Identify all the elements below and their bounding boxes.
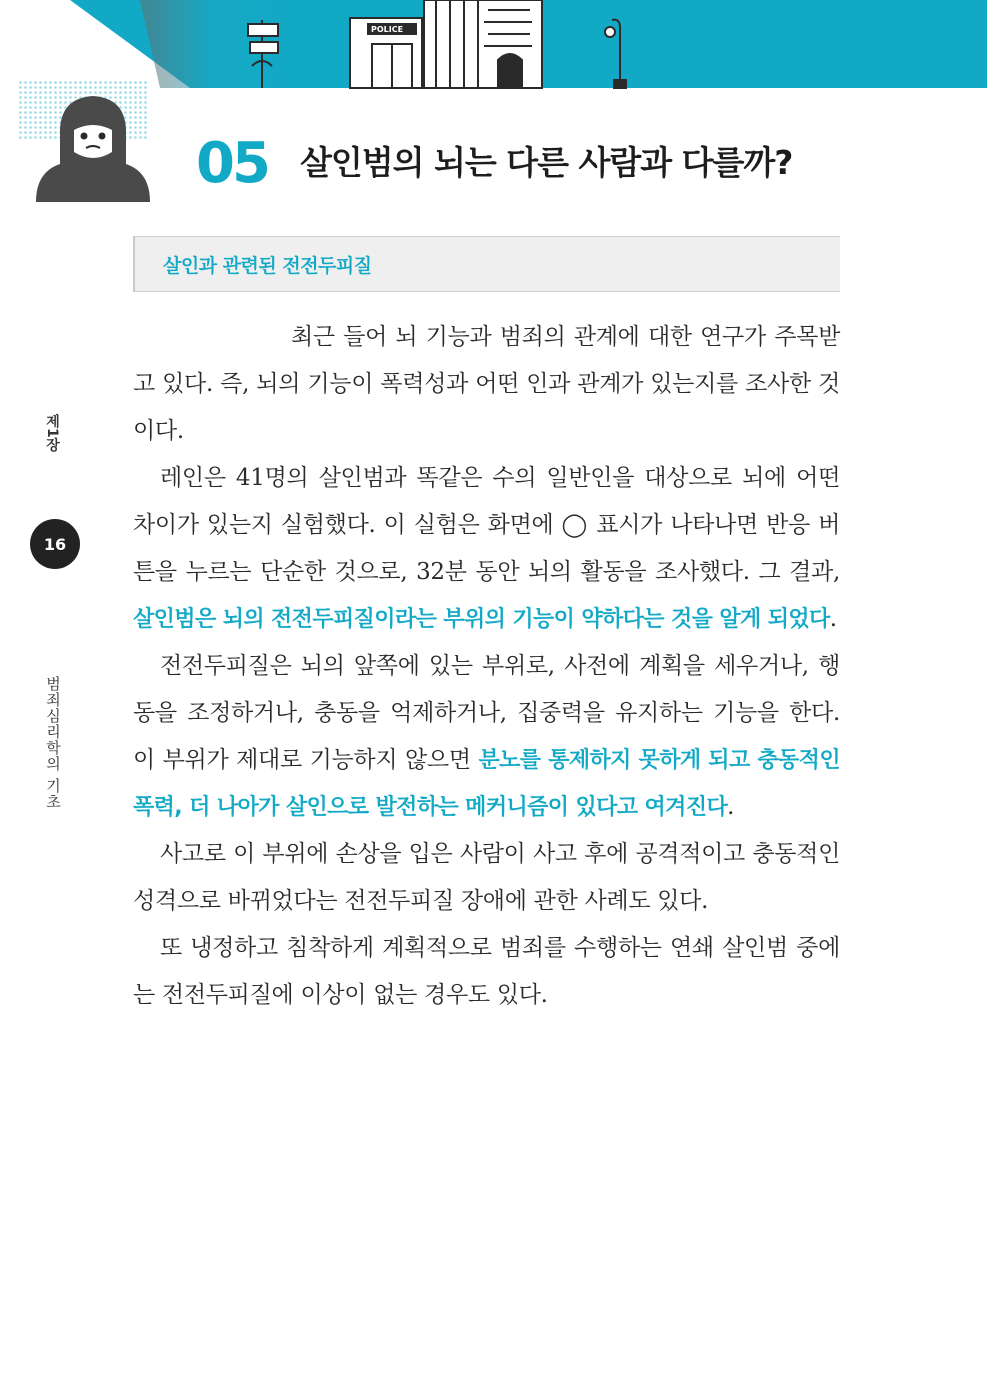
police-sign: POLICE [371, 25, 404, 34]
side-chapter-label: 제1장 [44, 414, 60, 452]
paragraph-1: 최근 들어 뇌 기능과 범죄의 관계에 대한 연구가 주목받고 있다. 즉, 뇌의 기능이 폭력성과 어떤 인과 관계가 있는지를 조사한 것이다. [133, 324, 840, 444]
header-banner [0, 0, 987, 92]
paragraph-2-text: 레인은 41명의 살인범과 똑같은 수의 일반인을 대상으로 뇌에 어떤 차이가 있는지 실험했다. 이 실험은 화면에 ◯ 표시가 나타나면 반응 버튼을 누르는 단순한 것으로, 32분 동안 뇌의 활동을 조사했다. 그 결과, [133, 465, 840, 585]
highlight-text: 살인범은 뇌의 전전두피질이라는 부위의 기능이 약하다는 것을 알게 되었다 [133, 607, 830, 632]
paragraph-3 [133, 643, 840, 831]
paragraph-4: 사고로 이 부위에 손상을 입은 사람이 사고 후에 공격적이고 충동적인 성격으로 바뀌었다는 전전두피질 장애에 관한 사례도 있다. [133, 841, 840, 914]
gorilla-icon [18, 80, 158, 205]
paragraph-3-text: 전전두피질은 뇌의 앞쪽에 있는 부위로, 사전에 계획을 세우거나, 행동을 조정하거나, 충동을 억제하거나, 집중력을 유지하는 기능을 한다. 이 부위가 제대로 기능하지 않으면 [133, 653, 840, 773]
section-heading-box [133, 236, 840, 292]
page-number: 16 [30, 519, 80, 569]
paragraph-3-end: . [727, 794, 735, 820]
highlight-text: 분노를 통제하지 못하게 되고 충동적인 폭력, 더 나아가 살인으로 발전하는 메커니즘이 있다고 여겨진다 [133, 748, 840, 820]
paragraph-5: 또 냉정하고 침착하게 계획적으로 범죄를 수행하는 연쇄 살인범 중에는 전전두피질에 이상이 없는 경우도 있다. [133, 935, 840, 1008]
chapter-number: 05 [196, 131, 268, 196]
paragraph-2-end: . [829, 606, 837, 632]
chapter-title: 살인범의 뇌는 다른 사람과 다를까? [300, 143, 793, 182]
section-title: 살인과 관련된 전전두피질 [163, 255, 372, 277]
side-book-title: 범죄심리학의 기초 [44, 676, 62, 810]
paragraph-2 [133, 455, 840, 643]
body-text [133, 314, 840, 1019]
